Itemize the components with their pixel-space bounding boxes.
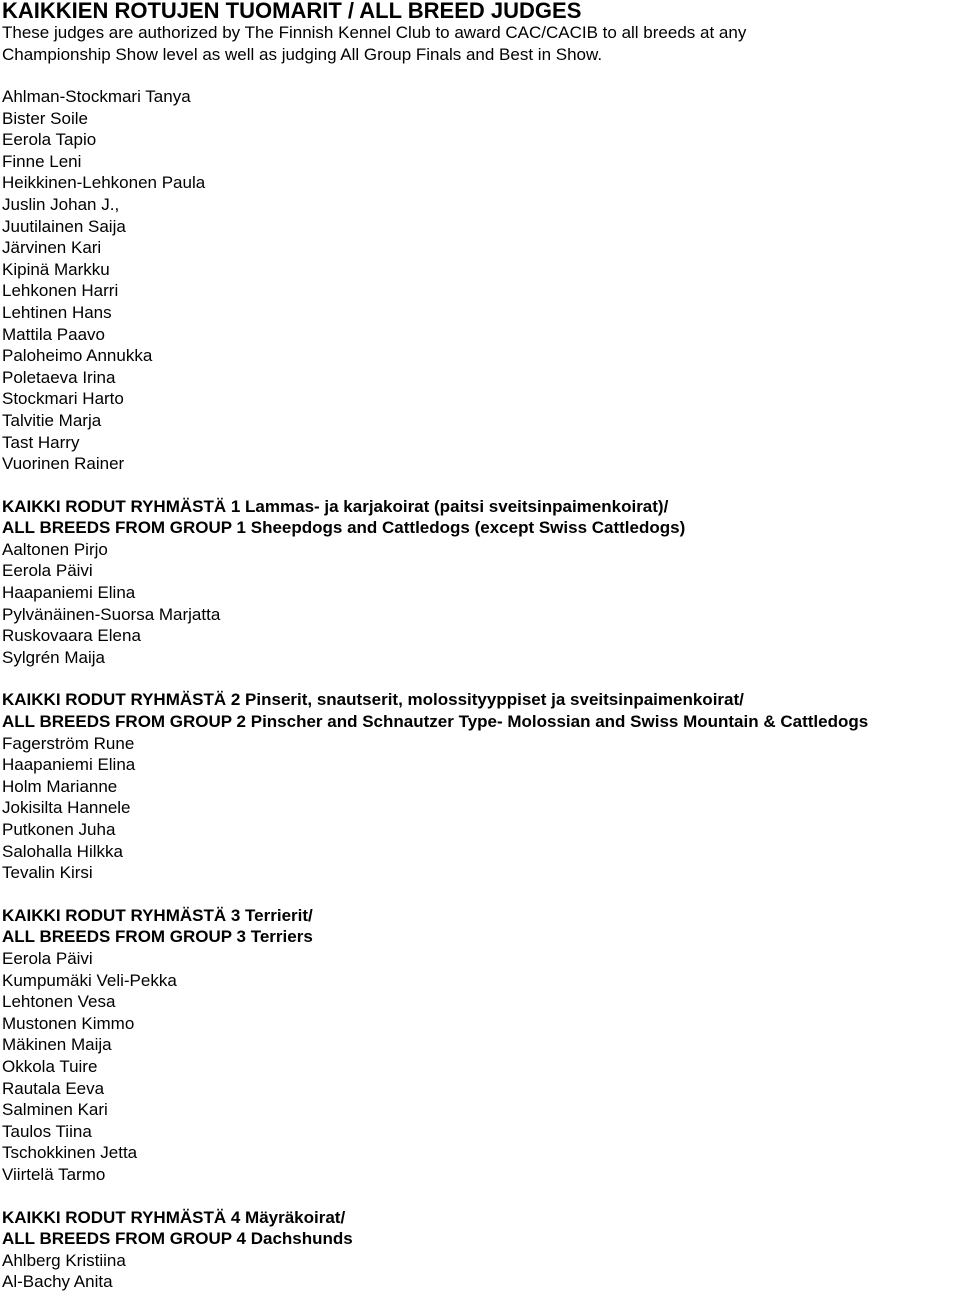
judge-name: Tevalin Kirsi [2,863,93,883]
judge-name: Talvitie Marja [2,410,102,430]
judge-name: Järvinen Kari [2,238,102,258]
judge-name: Lehtinen Hans [2,302,112,322]
judge-name: Mattila Paavo [2,324,105,344]
judge-name: Bister Soile [2,108,88,128]
group-heading-en: ALL BREEDS FROM GROUP 3 Terriers [2,927,313,947]
judge-name: Eerola Päivi [2,561,93,581]
judge-name: Mäkinen Maija [2,1035,112,1055]
group-section [2,689,960,883]
judge-name: Kumpumäki Veli-Pekka [2,970,177,990]
group-heading-fi: KAIKKI RODUT RYHMÄSTÄ 2 Pinserit, snautserit, molossityyppiset ja sveitsinpaimenkoirat/ [2,690,744,710]
judge-name: Okkola Tuire [2,1056,98,1076]
judge-name: Kipinä Markku [2,259,110,279]
judge-name: Lehtonen Vesa [2,992,116,1012]
judge-name: Ruskovaara Elena [2,626,141,646]
judge-name: Heikkinen-Lehkonen Paula [2,173,206,193]
judge-name: Stockmari Harto [2,389,124,409]
judge-name: Lehkonen Harri [2,281,119,301]
group-section [2,496,960,669]
intro-line-1: These judges are authorized by The Finnish Kennel Club to award CAC/CACIB to all breeds at any [2,23,747,42]
judge-name: Paloheimo Annukka [2,346,153,366]
group-heading-en: ALL BREEDS FROM GROUP 2 Pinscher and Schnautzer Type- Molossian and Swiss Mountain & Cattledogs [2,712,869,732]
group-heading-en: ALL BREEDS FROM GROUP 4 Dachshunds [2,1229,353,1249]
judge-name: Rautala Eeva [2,1078,105,1098]
judge-name: Holm Marianne [2,776,118,796]
judge-name: Ahlman-Stockmari Tanya [2,87,191,106]
judge-name: Poletaeva Irina [2,367,116,387]
judge-name: Haapaniemi Elina [2,755,136,775]
judge-name: Salohalla Hilkka [2,841,123,861]
judge-name: Juslin Johan J., [2,194,120,214]
intro-line-2: Championship Show level as well as judging All Group Finals and Best in Show. [2,44,603,64]
intro-text [2,22,960,65]
judge-name: Fagerström Rune [2,733,135,753]
judge-name: Viirtelä Tarmo [2,1164,106,1184]
document-title: KAIKKIEN ROTUJEN TUOMARIT / ALL BREED JUDGES [2,0,582,23]
judge-name: Sylgrén Maija [2,647,105,667]
judge-name: Mustonen Kimmo [2,1013,135,1033]
judge-name: Juutilainen Saija [2,216,126,236]
all-breed-judges-list [2,86,960,475]
group-sections [2,475,960,1293]
judge-name: Jokisilta Hannele [2,798,131,818]
judge-name: Vuorinen Rainer [2,454,125,474]
group-heading-fi: KAIKKI RODUT RYHMÄSTÄ 4 Mäyräkoirat/ [2,1207,346,1227]
judge-name: Al-Bachy Anita [2,1272,113,1292]
judge-name: Taulos Tiina [2,1121,92,1141]
judge-name: Pylvänäinen-Suorsa Marjatta [2,604,221,624]
judge-name: Haapaniemi Elina [2,583,136,603]
group-heading-fi: KAIKKI RODUT RYHMÄSTÄ 1 Lammas- ja karjakoirat (paitsi sveitsinpaimenkoirat)/ [2,496,669,516]
group-section [2,905,960,1186]
group-heading-en: ALL BREEDS FROM GROUP 1 Sheepdogs and Cattledogs (except Swiss Cattledogs) [2,518,686,538]
judge-name: Finne Leni [2,151,82,171]
judge-name: Eerola Päivi [2,948,93,968]
judge-name: Salminen Kari [2,1100,108,1120]
group-section [2,1207,960,1293]
group-heading-fi: KAIKKI RODUT RYHMÄSTÄ 3 Terrierit/ [2,905,313,925]
judge-name: Tast Harry [2,432,80,452]
judge-name: Eerola Tapio [2,130,97,150]
judge-name: Tschokkinen Jetta [2,1143,138,1163]
judge-name: Ahlberg Kristiina [2,1250,126,1270]
judge-name: Aaltonen Pirjo [2,539,108,559]
judge-name: Putkonen Juha [2,820,116,839]
